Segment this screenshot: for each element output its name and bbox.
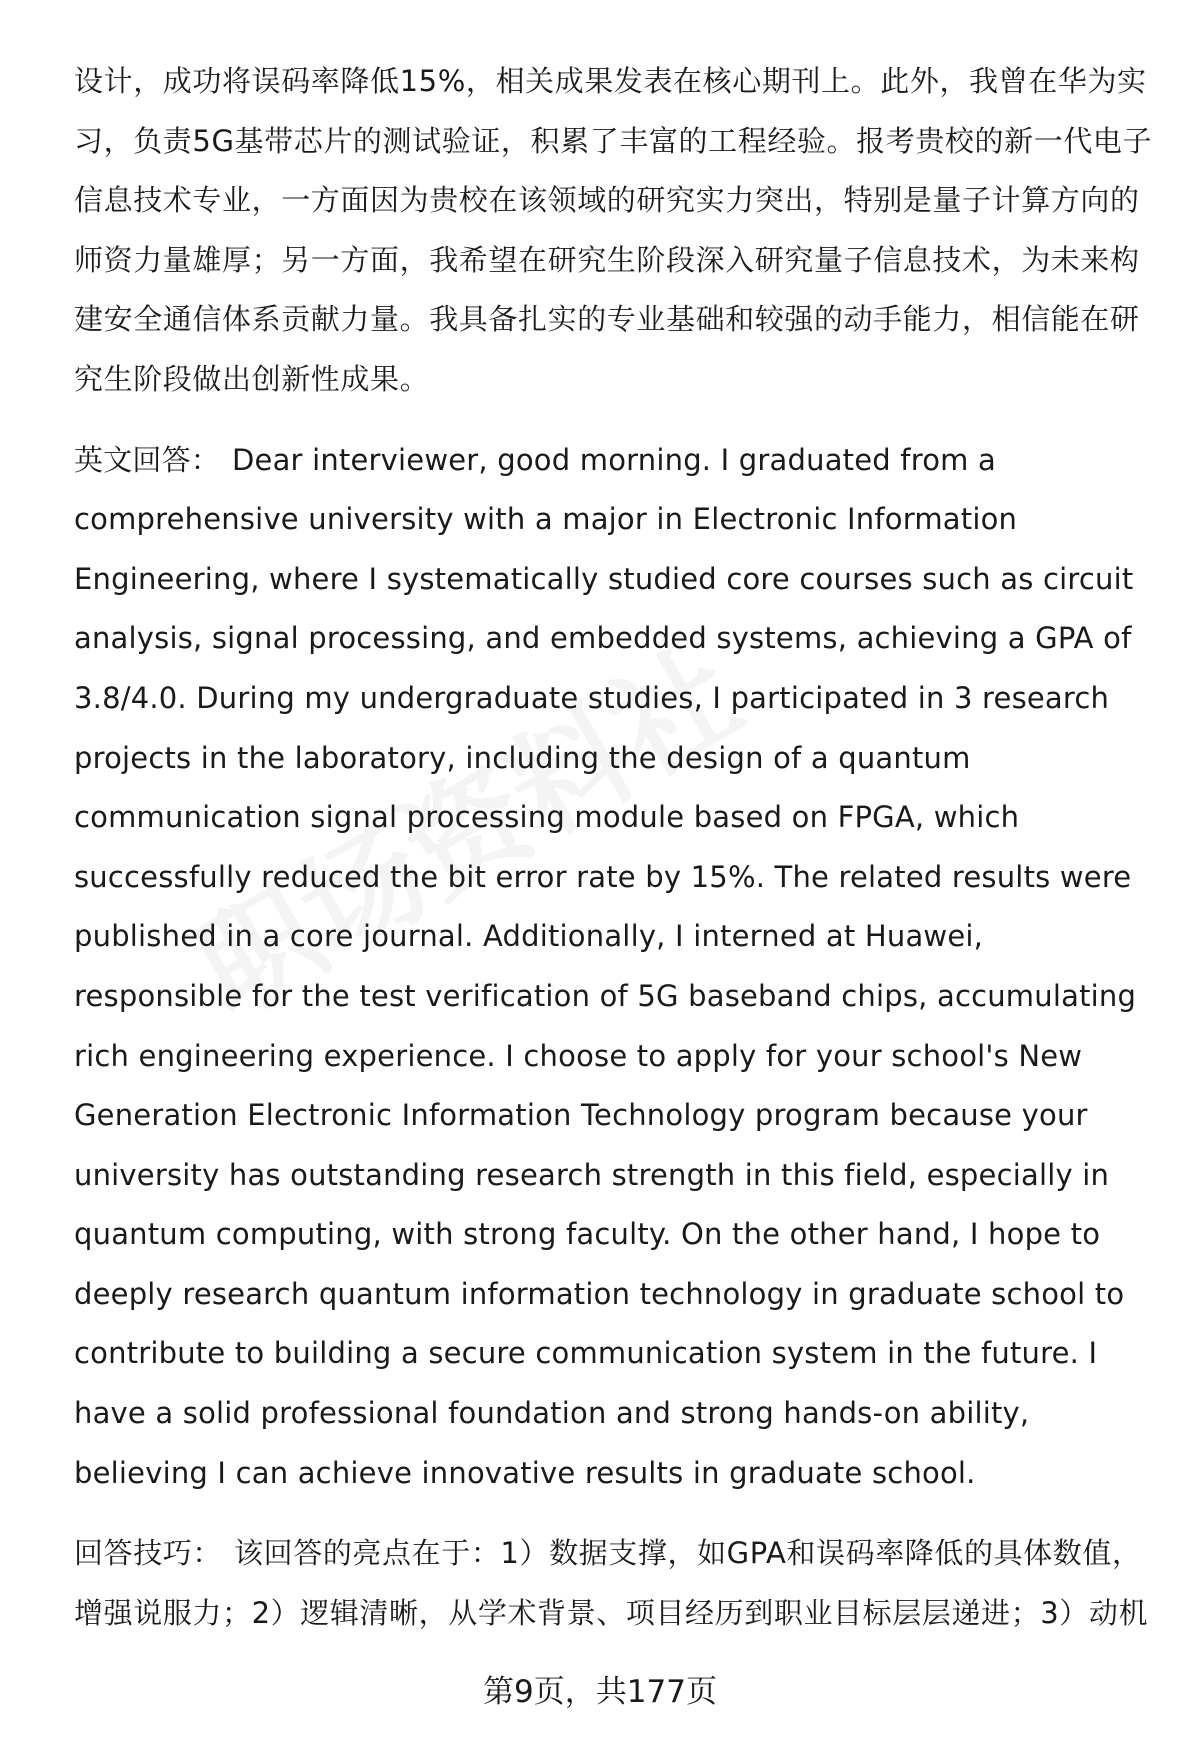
english-answer-text: Dear interviewer, good morning. I graduated from a comprehensive university with a major in Electronic Information Engineering, where I systematically studied core courses such as circuit analysis, signal processing, and embedded systems, achieving a GPA of 3.8/4.0. During my undergraduate studies, I participated in 3 research projects in the laboratory, including the design of a quantum communication signal processing module based on FPGA, which successfully reduced the bit error rate by 15%. The related results were published in a core journal. Additionally, I interned at Huawei, responsible for the test verification of 5G baseband chips, accumulating rich engineering experience. I choose to apply for your school's New Generation Electronic Information Technology program because your university has outstanding research strength in this field, especially in quantum computing, with strong faculty. On the other hand, I hope to deeply research quantum information technology in graduate school to contribute to building a secure communication system in the future. I have a solid professional foundation and strong hands-on ability, believing I can achieve innovative results in graduate school. [74,442,1137,1490]
answer-tips-section [74,1524,1160,1643]
page-number-footer: 第9页，共177页 [483,1674,717,1710]
english-answer-label: 英文回答： [74,442,221,477]
page-content [74,52,1160,1643]
answer-tips-text: 该回答的亮点在于：1）数据支撑，如GPA和误码率降低的具体数值，增强说服力；2）逻辑清晰，从学术背景、项目经历到职业目标层层递进；3）动机 [74,1536,1149,1630]
chinese-answer-text: 设计，成功将误码率降低15%，相关成果发表在核心期刊上。此外，我曾在华为实习，负责5G基带芯片的测试验证，积累了丰富的工程经验。报考贵校的新一代电子信息技术专业，一方面因为贵校在该领域的研究实力突出，特别是量子计算方向的师资力量雄厚；另一方面，我希望在研究生阶段深入研究量子信息技术，为未来构建安全通信体系贡献力量。我具备扎实的专业基础和较强的动手能力，相信能在研究生阶段做出创新性成果。 [74,64,1153,396]
answer-tips-label: 回答技巧： [74,1536,223,1571]
english-answer-section [74,431,1160,1504]
chinese-answer-continuation [74,52,1160,410]
